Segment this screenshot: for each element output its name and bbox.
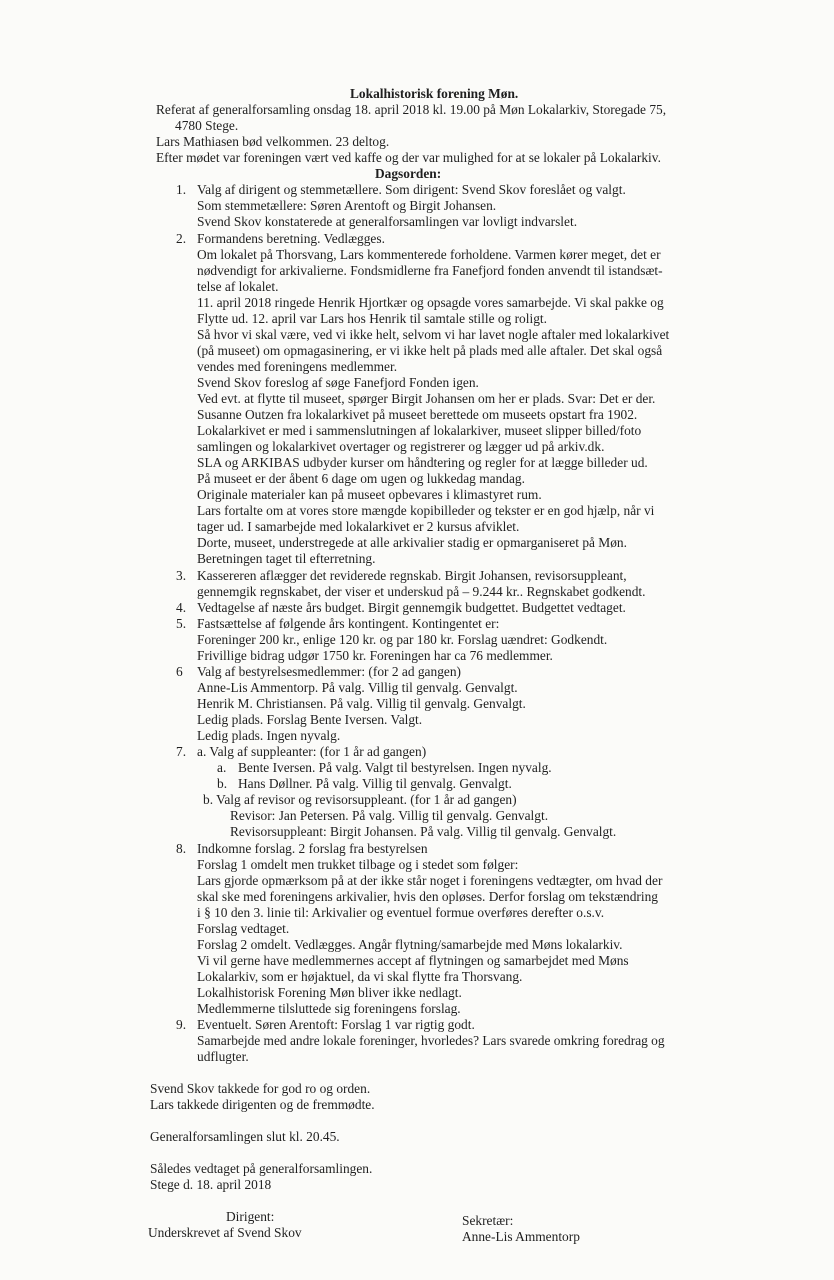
- item-2-line: Susanne Outzen fra lokalarkivet på museet berettede om museets opstart fra 1902.: [197, 407, 638, 422]
- item-7b-revisor: Revisor: Jan Petersen. På valg. Villig til genvalg. Genvalgt.: [230, 808, 549, 823]
- item-number: 3.: [176, 568, 187, 583]
- agenda-heading: Dagsorden:: [375, 166, 442, 181]
- item-2-line: tager ud. I samarbejde med lokalarkivet er 2 kursus afviklet.: [197, 519, 520, 534]
- item-2-line: (på museet) om opmagasinering, er vi ikke helt på plads med alle aftaler. Det skal også: [197, 343, 663, 358]
- item-4-line: Vedtagelse af næste års budget. Birgit gennemgik budgettet. Budgettet vedtaget.: [197, 600, 626, 615]
- item-8-line: Lokalarkiv, som er højaktuel, da vi skal flytte fra Thorsvang.: [197, 969, 523, 984]
- item-8-line: Indkomne forslag. 2 forslag fra bestyrelsen: [197, 841, 428, 856]
- closing-thanks-2: Lars takkede dirigenten og de fremmødte.: [150, 1097, 375, 1112]
- item-2-line: Beretningen taget til efterretning.: [197, 551, 376, 566]
- sub-item-letter: a.: [217, 760, 227, 775]
- item-2-line: Lokalarkivet er med i sammenslutningen af lokalarkiver, museet slipper billed/foto: [197, 423, 642, 438]
- item-1-line: Valg af dirigent og stemmetællere. Som dirigent: Svend Skov foreslået og valgt.: [197, 182, 626, 197]
- item-9-line: udflugter.: [197, 1049, 249, 1064]
- referat-line-2: 4780 Stege.: [175, 118, 239, 133]
- item-2-line: samlingen og lokalarkivet overtager og registrerer og lægger ud på arkiv.dk.: [197, 439, 605, 454]
- item-2-line: vendes med foreningens medlemmer.: [197, 359, 398, 374]
- item-2-line: SLA og ARKIBAS udbyder kurser om håndtering og regler for at lægge billeder ud.: [197, 455, 648, 470]
- item-6-line: Henrik M. Christiansen. På valg. Villig til genvalg. Genvalgt.: [197, 696, 526, 711]
- item-7a-line: a. Valg af suppleanter: (for 1 år ad gangen): [197, 744, 427, 759]
- item-7a-b-line: Hans Døllner. På valg. Villig til genvalg. Genvalgt.: [238, 776, 512, 791]
- coffee-line: Efter mødet var foreningen vært ved kaffe og der var mulighed for at se lokaler på Lokalarkiv.: [156, 150, 661, 165]
- item-8-line: Forslag 2 omdelt. Vedlægges. Angår flytning/samarbejde med Møns lokalarkiv.: [197, 937, 623, 952]
- item-8-line: Lokalhistorisk Forening Møn bliver ikke nedlagt.: [197, 985, 462, 1000]
- item-2-line: nødvendigt for arkivalierne. Fondsmidlerne fra Fanefjord fonden anvendt til istandsæt-: [197, 263, 663, 278]
- closing-adopted: Således vedtaget på generalforsamlingen.: [150, 1161, 373, 1176]
- welcome-line: Lars Mathiasen bød velkommen. 23 deltog.: [156, 134, 390, 149]
- item-2-line: Originale materialer kan på museet opbevares i klimastyret rum.: [197, 487, 542, 502]
- item-5-line: Foreninger 200 kr., enlige 120 kr. og par 180 kr. Forslag uændret: Godkendt.: [197, 632, 608, 647]
- item-9-line: Eventuelt. Søren Arentoft: Forslag 1 var rigtig godt.: [197, 1017, 475, 1032]
- document-title: Lokalhistorisk forening Møn.: [350, 86, 519, 101]
- item-2-line: Flytte ud. 12. april var Lars hos Henrik til samtale stille og roligt.: [197, 311, 547, 326]
- item-number: 9.: [176, 1017, 187, 1032]
- item-2-line: Så hvor vi skal være, ved vi ikke helt, selvom vi har lavet nogle aftaler med lokalarkivet: [197, 327, 670, 342]
- item-7b-revisorsuppleant: Revisorsuppleant: Birgit Johansen. På valg. Villig til genvalg. Genvalgt.: [230, 824, 617, 839]
- item-2-line: Ved evt. at flytte til museet, spørger Birgit Johansen om her er plads. Svar: Det er der.: [197, 391, 656, 406]
- item-7a-a-line: Bente Iversen. På valg. Valgt til bestyrelsen. Ingen nyvalg.: [238, 760, 552, 775]
- item-8-line: Medlemmerne tilsluttede sig foreningens forslag.: [197, 1001, 461, 1016]
- dirigent-name: Underskrevet af Svend Skov: [148, 1225, 302, 1240]
- item-6-line: Ledig plads. Ingen nyvalg.: [197, 728, 341, 743]
- item-2-line: telse af lokalet.: [197, 279, 279, 294]
- item-3-line: gennemgik regnskabet, der viser et underskud på – 9.244 kr.. Regnskabet godkendt.: [197, 584, 646, 599]
- closing-place-date: Stege d. 18. april 2018: [150, 1177, 272, 1192]
- item-8-line: Forslag vedtaget.: [197, 921, 290, 936]
- closing-thanks-1: Svend Skov takkede for god ro og orden.: [150, 1081, 371, 1096]
- item-number: 7.: [176, 744, 187, 759]
- item-5-line: Fastsættelse af følgende års kontingent. Kontingentet er:: [197, 616, 500, 631]
- item-1-line: Svend Skov konstaterede at generalforsamlingen var lovligt indvarslet.: [197, 214, 578, 229]
- item-2-line: 11. april 2018 ringede Henrik Hjortkær og opsagde vores samarbejde. Vi skal pakke og: [197, 295, 664, 310]
- referat-line-1: Referat af generalforsamling onsdag 18. april 2018 kl. 19.00 på Møn Lokalarkiv, Storegade 75,: [156, 102, 667, 117]
- item-8-line: Lars gjorde opmærksom på at der ikke står noget i foreningens vedtægter, om hvad der: [197, 873, 663, 888]
- item-number: 5.: [176, 616, 187, 631]
- item-number: 1.: [176, 182, 187, 197]
- item-2-line: Formandens beretning. Vedlægges.: [197, 231, 385, 246]
- item-number: 6: [176, 664, 183, 679]
- closing-end-time: Generalforsamlingen slut kl. 20.45.: [150, 1129, 340, 1144]
- item-2-line: På museet er der åbent 6 dage om ugen og lukkedag mandag.: [197, 471, 525, 486]
- sub-item-letter: b.: [217, 776, 228, 791]
- item-1-line: Som stemmetællere: Søren Arentoft og Birgit Johansen.: [197, 198, 497, 213]
- item-8-line: skal ske med foreningens arkivalier, hvis den opløses. Derfor forslag om tekstændring: [197, 889, 658, 904]
- sekretaer-name: Anne-Lis Ammentorp: [462, 1229, 580, 1244]
- item-2-line: Lars fortalte om at vores store mængde kopibilleder og tekster er en god hjælp, når vi: [197, 503, 655, 518]
- item-2-line: Om lokalet på Thorsvang, Lars kommenterede forholdene. Varmen kører meget, det er: [197, 247, 661, 262]
- item-7b-line: b. Valg af revisor og revisorsuppleant. (for 1 år ad gangen): [203, 792, 517, 807]
- item-6-line: Valg af bestyrelsesmedlemmer: (for 2 ad gangen): [197, 664, 461, 679]
- item-number: 2.: [176, 231, 187, 246]
- item-9-line: Samarbejde med andre lokale foreninger, hvorledes? Lars svarede omkring foredrag og: [197, 1033, 665, 1048]
- item-5-line: Frivillige bidrag udgør 1750 kr. Foreningen har ca 76 medlemmer.: [197, 648, 553, 663]
- item-6-line: Ledig plads. Forslag Bente Iversen. Valgt.: [197, 712, 423, 727]
- item-8-line: i § 10 den 3. linie til: Arkivalier og eventuel formue overføres derefter o.s.v.: [197, 905, 605, 920]
- sekretaer-label: Sekretær:: [462, 1213, 514, 1228]
- item-number: 8.: [176, 841, 187, 856]
- item-6-line: Anne-Lis Ammentorp. På valg. Villig til genvalg. Genvalgt.: [197, 680, 518, 695]
- item-8-line: Forslag 1 omdelt men trukket tilbage og i stedet som følger:: [197, 857, 519, 872]
- item-8-line: Vi vil gerne have medlemmernes accept af flytningen og samarbejdet med Møns: [197, 953, 629, 968]
- item-2-line: Dorte, museet, understregede at alle arkivalier stadig er opmarganiseret på Møn.: [197, 535, 627, 550]
- item-3-line: Kassereren aflægger det reviderede regnskab. Birgit Johansen, revisorsuppleant,: [197, 568, 627, 583]
- item-2-line: Svend Skov foreslog af søge Fanefjord Fonden igen.: [197, 375, 479, 390]
- dirigent-label: Dirigent:: [226, 1209, 275, 1224]
- item-number: 4.: [176, 600, 187, 615]
